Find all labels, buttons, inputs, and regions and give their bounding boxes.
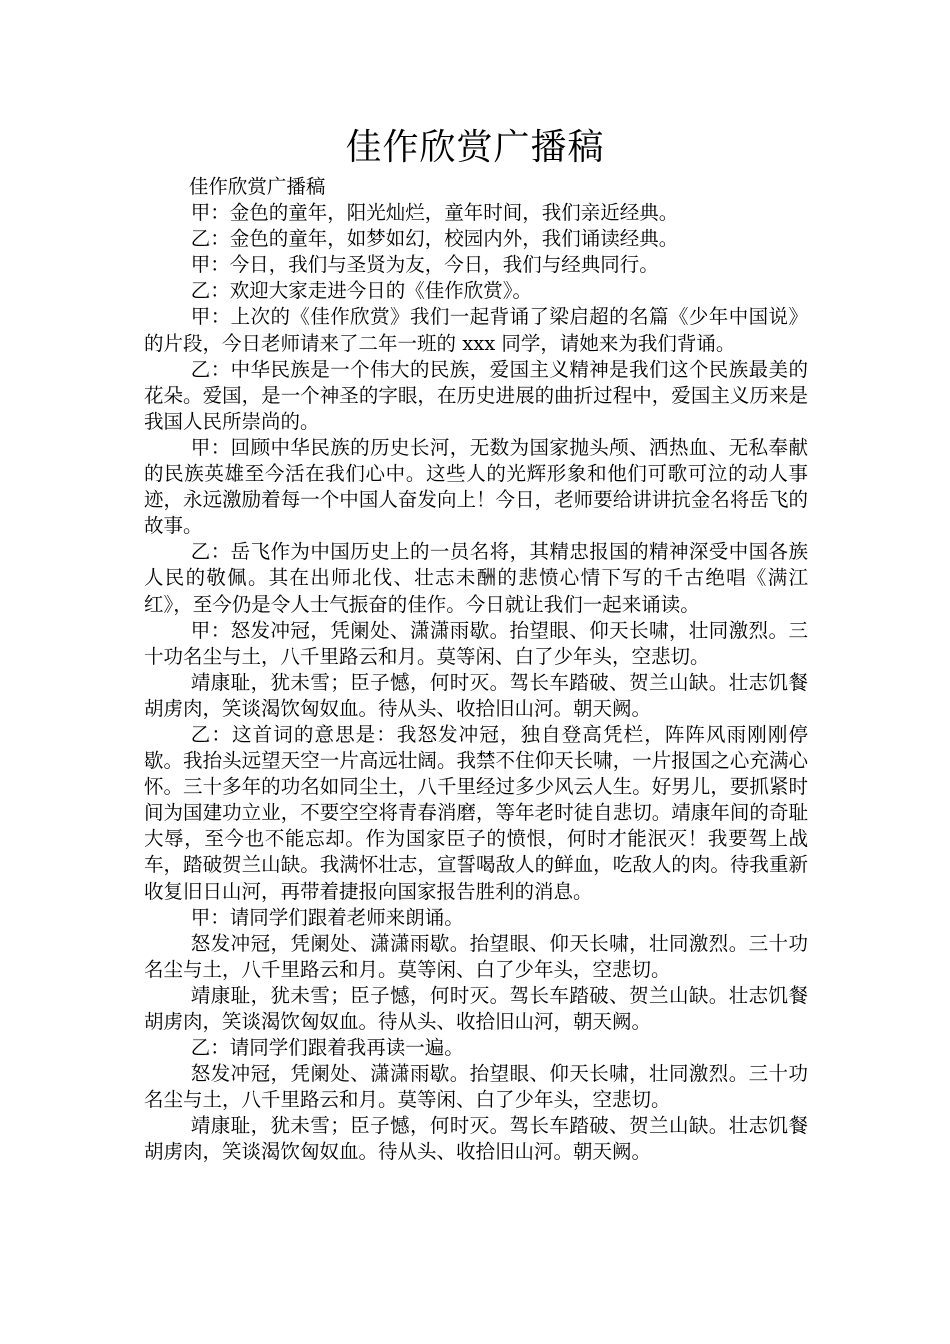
body-paragraph: 甲：请同学们跟着老师来朗诵。 [190,905,464,929]
body-paragraph: 怒发冲冠，凭阑处、潇潇雨歇。抬望眼、仰天长啸，壮同激烈。三十功名尘与土，八千里路云和月。莫等闲、白了少年头，空悲切。 [144,1062,808,1112]
body-paragraph: 乙：欢迎大家走进今日的《佳作欣赏》。 [190,279,533,303]
body-paragraph: 甲：上次的《佳作欣赏》我们一起背诵了梁启超的名篇《少年中国说》的片段，今日老师请来了二年一班的 xxx 同学，请她来为我们背诵。 [144,305,808,355]
body-paragraph: 乙：岳飞作为中国历史上的一员名将，其精忠报国的精神深受中国各族人民的敬佩。其在出师北伐、壮志未酬的悲愤心情下写的千古绝唱《满江红》，至今仍是令人士气振奋的佳作。今日就让我们一起来诵读。 [144,540,808,616]
body-paragraph: 靖康耻，犹未雪；臣子憾，何时灭。驾长车踏破、贺兰山缺。壮志饥餐胡虏肉，笑谈渴饮匈奴血。待从头、收拾旧山河。朝天阙。 [144,670,808,720]
body-paragraph: 乙：请同学们跟着我再读一遍。 [190,1036,464,1060]
body-paragraph: 甲：回顾中华民族的历史长河，无数为国家抛头颅、洒热血、无私奉献的民族英雄至今活在我们心中。这些人的光辉形象和他们可歌可泣的动人事迹，永远激励着每一个中国人奋发向上！今日，老师要给讲讲抗金名将岳飞的故事。 [144,435,808,538]
body-paragraph: 甲：今日，我们与圣贤为友，今日，我们与经典同行。 [190,253,659,277]
body-paragraph: 甲：怒发冲冠，凭阑处、潇潇雨歇。抬望眼、仰天长啸，壮同激烈。三十功名尘与土，八千里路云和月。莫等闲、白了少年头，空悲切。 [144,618,808,668]
document-title: 佳作欣赏广播稿 [345,127,605,168]
body-paragraph: 怒发冲冠，凭阑处、潇潇雨歇。抬望眼、仰天长啸，壮同激烈。三十功名尘与土，八千里路云和月。莫等闲、白了少年头，空悲切。 [144,931,808,981]
body-paragraph: 靖康耻，犹未雪；臣子憾，何时灭。驾长车踏破、贺兰山缺。壮志饥餐胡虏肉，笑谈渴饮匈奴血。待从头、收拾旧山河。朝天阙。 [144,1114,808,1164]
body-paragraph: 乙：这首词的意思是：我怒发冲冠，独自登高凭栏，阵阵风雨刚刚停歇。我抬头远望天空一片高远壮阔。我禁不住仰天长啸，一片报国之心充满心怀。三十多年的功名如同尘土，八千里经过多少风云人生。好男儿，要抓紧时间为国建功立业，不要空空将青春消磨，等年老时徒自悲切。靖康年间的奇耻大辱，至今也不能忘却。作为国家臣子的愤恨，何时才能泯灭！我要驾上战车，踏破贺兰山缺。我满怀壮志，宣誓喝敌人的鲜血，吃敌人的肉。待我重新收复旧日山河，再带着捷报向国家报告胜利的消息。 [144,722,808,903]
body-paragraph: 乙：金色的童年，如梦如幻，校园内外，我们诵读经典。 [190,227,679,251]
body-paragraph: 乙：中华民族是一个伟大的民族，爱国主义精神是我们这个民族最美的花朵。爱国，是一个神圣的字眼，在历史进展的曲折过程中，爱国主义历来是我国人民所崇尚的。 [144,357,808,433]
body-paragraph: 甲：金色的童年，阳光灿烂，童年时间，我们亲近经典。 [190,201,679,225]
subtitle-paragraph: 佳作欣赏广播稿 [188,175,326,198]
document-body [144,174,808,1166]
body-paragraph: 靖康耻，犹未雪；臣子憾，何时灭。驾长车踏破、贺兰山缺。壮志饥餐胡虏肉，笑谈渴饮匈奴血。待从头、收拾旧山河，朝天阙。 [144,983,808,1033]
